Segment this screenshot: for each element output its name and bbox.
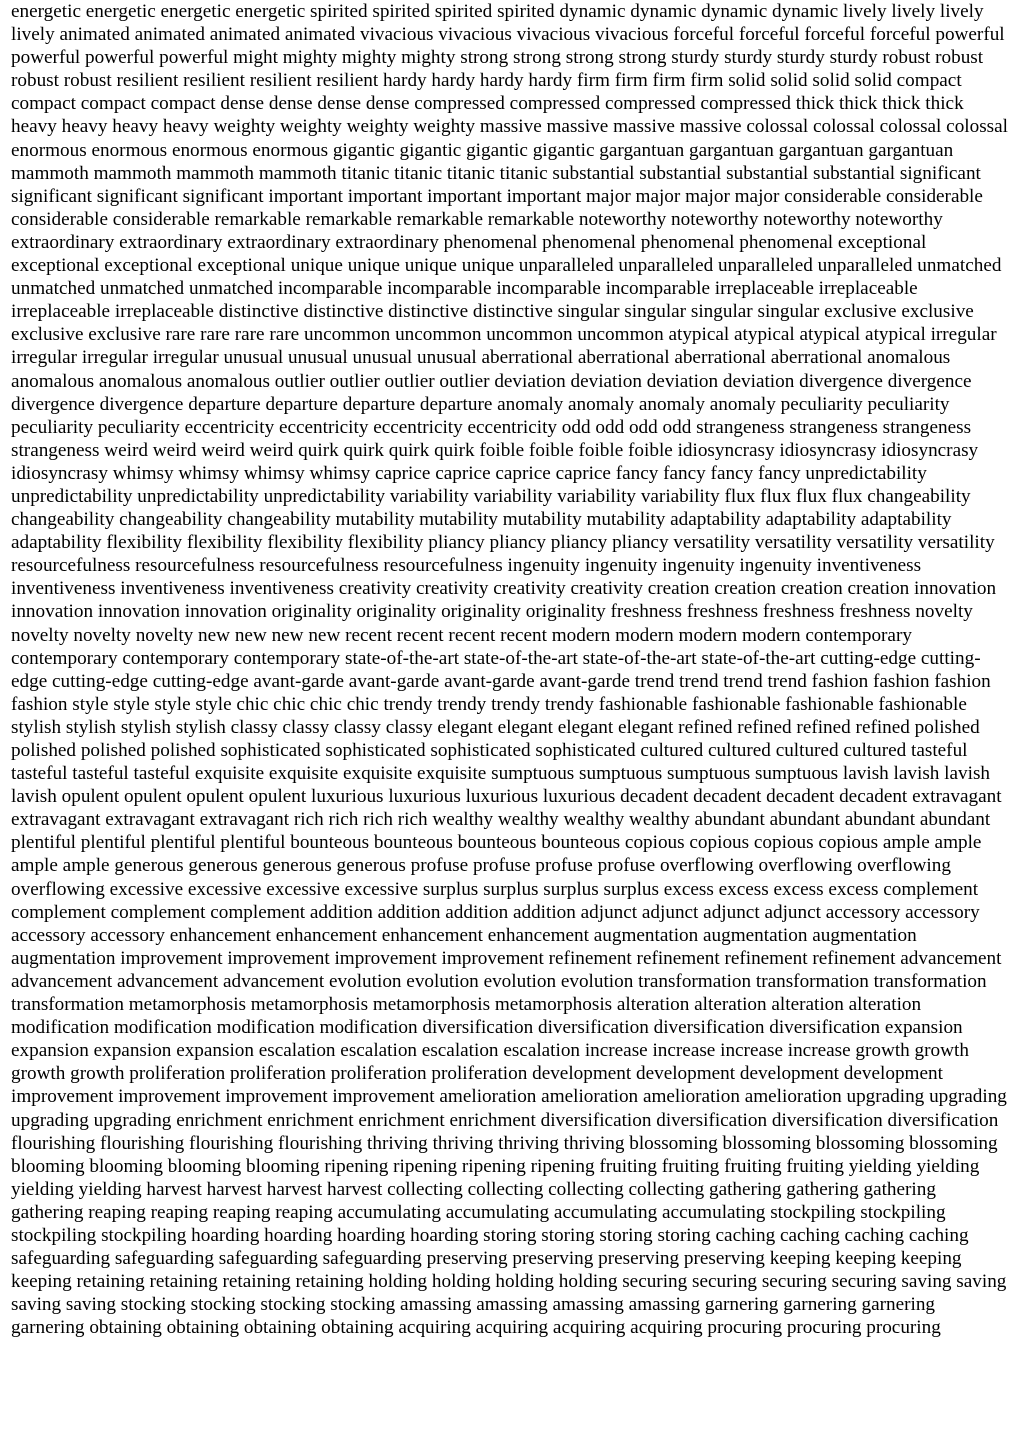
body-text-paragraph: energetic energetic energetic energetic spirited spirited spirited spirited dynamic dynamic dynamic dynamic lively lively lively lively animated animated animated animated vivacious vivacious vivacious vivacious forceful forceful forceful forceful powerful powerful powerful powerful might mighty mighty mighty strong strong strong strong sturdy sturdy sturdy sturdy robust robust robust robust resilient resilient resilient resilient hardy hardy hardy hardy firm firm firm firm solid solid solid solid compact compact compact compact dense dense dense dense compressed compressed compressed compressed thick thick thick thick heavy heavy heavy heavy weighty weighty weighty weighty massive massive massive massive colossal colossal colossal colossal enormous enormous enormous enormous gigantic gigantic gigantic gigantic gargantuan gargantuan gargantuan gargantuan mammoth mammoth mammoth mammoth titanic titanic titanic titanic substantial substantial substantial substantial significant significant significant significant important important important important major major major major considerable considerable considerable considerable remarkable remarkable remarkable remarkable noteworthy noteworthy noteworthy noteworthy extraordinary extraordinary extraordinary extraordinary phenomenal phenomenal phenomenal phenomenal exceptional exceptional exceptional exceptional unique unique unique unique unparalleled unparalleled unparalleled unparalleled unmatched unmatched unmatched unmatched incomparable incomparable incomparable incomparable irreplaceable irreplaceable irreplaceable irreplaceable distinctive distinctive distinctive distinctive singular singular singular singular exclusive exclusive exclusive exclusive rare rare rare rare uncommon uncommon uncommon uncommon atypical atypical atypical atypical irregular irregular irregular irregular unusual unusual unusual unusual aberrational aberrational aberrational aberrational anomalous anomalous anomalous anomalous outlier outlier outlier outlier deviation deviation deviation deviation divergence divergence divergence divergence departure departure departure departure anomaly anomaly anomaly anomaly peculiarity peculiarity peculiarity peculiarity eccentricity eccentricity eccentricity eccentricity odd odd odd odd strangeness strangeness strangeness strangeness weird weird weird weird quirk quirk quirk quirk foible foible foible foible idiosyncrasy idiosyncrasy idiosyncrasy idiosyncrasy whimsy whimsy whimsy whimsy caprice caprice caprice caprice fancy fancy fancy fancy unpredictability unpredictability unpredictability unpredictability variability variability variability variability flux flux flux flux changeability changeability changeability changeability mutability mutability mutability mutability adaptability adaptability adaptability adaptability flexibility flexibility flexibility flexibility pliancy pliancy pliancy pliancy versatility versatility versatility versatility resourcefulness resourcefulness resourcefulness resourcefulness ingenuity ingenuity ingenuity ingenuity inventiveness inventiveness inventiveness inventiveness creativity creativity creativity creativity creation creation creation creation innovation innovation innovation innovation originality originality originality originality freshness freshness freshness freshness novelty novelty novelty novelty new new new new recent recent recent recent modern modern modern modern contemporary contemporary contemporary contemporary state-of-the-art state-of-the-art state-of-the-art state-of-the-art cutting-edge cutting-edge cutting-edge cutting-edge avant-garde avant-garde avant-garde avant-garde trend trend trend trend fashion fashion fashion fashion style style style style chic chic chic chic trendy trendy trendy trendy fashionable fashionable fashionable fashionable stylish stylish stylish stylish classy classy classy classy elegant elegant elegant elegant refined refined refined refined polished polished polished polished sophisticated sophisticated sophisticated sophisticated cultured cultured cultured cultured tasteful tasteful tasteful tasteful exquisite exquisite exquisite exquisite sumptuous sumptuous sumptuous sumptuous lavish lavish lavish lavish opulent opulent opulent opulent luxurious luxurious luxurious luxurious decadent decadent decadent decadent extravagant extravagant extravagant extravagant rich rich rich rich wealthy wealthy wealthy wealthy abundant abundant abundant abundant plentiful plentiful plentiful plentiful bounteous bounteous bounteous bounteous copious copious copious copious ample ample ample ample generous generous generous generous profuse profuse profuse profuse overflowing overflowing overflowing overflowing excessive excessive excessive excessive surplus surplus surplus surplus excess excess excess excess complement complement complement complement addition addition addition addition adjunct adjunct adjunct adjunct accessory accessory accessory accessory enhancement enhancement enhancement enhancement augmentation augmentation augmentation augmentation improvement improvement improvement improvement refinement refinement refinement refinement advancement advancement advancement advancement evolution evolution evolution evolution transformation transformation transformation transformation metamorphosis metamorphosis metamorphosis metamorphosis alteration alteration alteration alteration modification modification modification modification diversification diversification diversification diversification expansion expansion expansion expansion escalation escalation escalation escalation increase increase increase increase growth growth growth growth proliferation proliferation proliferation proliferation development development development development improvement improvement improvement improvement amelioration amelioration amelioration amelioration upgrading upgrading upgrading upgrading enrichment enrichment enrichment enrichment diversification diversification diversification diversification flourishing flourishing flourishing flourishing thriving thriving thriving thriving blossoming blossoming blossoming blossoming blooming blooming blooming blooming ripening ripening ripening ripening fruiting fruiting fruiting fruiting yielding yielding yielding yielding harvest harvest harvest harvest collecting collecting collecting collecting gathering gathering gathering gathering reaping reaping reaping reaping accumulating accumulating accumulating accumulating stockpiling stockpiling stockpiling stockpiling hoarding hoarding hoarding hoarding storing storing storing storing caching caching caching caching safeguarding safeguarding safeguarding safeguarding preserving preserving preserving preserving keeping keeping keeping keeping retaining retaining retaining retaining holding holding holding holding securing securing securing securing saving saving saving saving stocking stocking stocking stocking amassing amassing amassing amassing garnering garnering garnering garnering obtaining obtaining obtaining obtaining acquiring acquiring acquiring acquiring procuring procuring procuring [11,1,1009,1339]
